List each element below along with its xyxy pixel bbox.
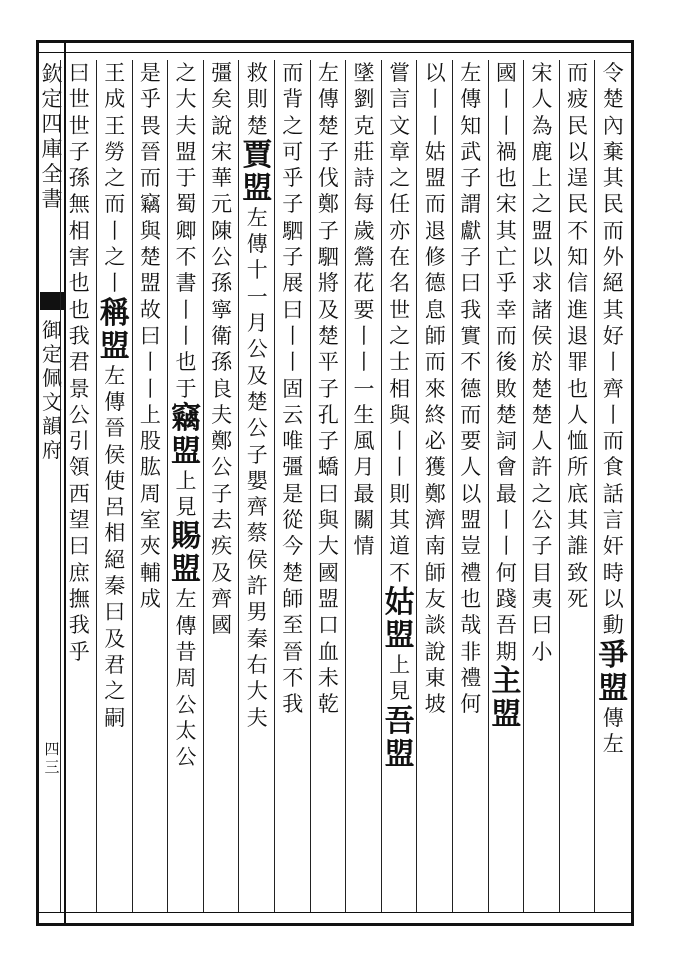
text-column [594,60,630,912]
column-text: 王成王勞之而丨之丨 [104,61,126,296]
text-column [523,60,559,912]
text-column [60,60,96,912]
text-column [167,60,203,912]
column-text: 以丨丨姑盟而退修德息師而來終必獲鄭濟南師友談說東坡 [424,61,446,717]
text-column [132,60,168,912]
text-column [238,60,274,912]
column-text: 左傳楚子伐鄭子駟將及楚平子孔子蟜曰與大國盟口血未乾 [317,61,339,717]
column-text: 上見 [175,468,197,520]
column-text: 宋人為鹿上之盟以求諸侯於楚楚人許之公子目夷曰小 [531,61,553,664]
column-text: 左傳昔周公太公 [175,587,197,770]
column-text: 上 [139,402,161,427]
text-column [310,60,346,912]
column-text: 救則楚 [246,61,268,138]
column-text: 左傳十一月公及楚公子嬰齊蔡侯許男秦右大夫 [246,205,268,730]
column-text: 而疲民以逞民不知信進退罪也人恤所底其誰致死 [567,61,589,611]
column-text: 彊矣 [211,61,233,112]
page-number: 四三 [44,740,60,776]
column-text: 之大夫盟于蜀卿不書丨丨也于 [175,61,197,401]
column-text: 墜劉克莊詩每歲鶯花要丨丨一生風月最關情 [353,61,375,559]
entry-heading: 賜盟 [170,519,201,588]
entry-heading: 竊盟 [170,400,201,469]
text-column [559,60,595,912]
entry-heading: 姑盟 [384,584,415,653]
column-text: 令楚內棄其民而外絕其好丨齊丨而食話言奸時以動 [602,61,624,638]
column-text: 也我君景公引領西望曰庶撫我乎 [68,297,90,664]
column-text: 左傳知武子謂獻子曰我實不德而要人以盟豈禮也哉非禮何 [460,61,482,717]
column-text: 左傳晉侯使呂相絕秦曰及君之嗣 [104,363,126,730]
column-text: 上見 [389,652,411,704]
column-text: 股肱周室夾輔成 [139,429,161,611]
entry-heading: 主盟 [491,663,522,732]
column-text: 而背之可乎子駟子展曰丨丨固云唯彊是從今楚師至晉不我 [282,61,304,717]
column-text: 傳左 [602,705,624,756]
column-text: 嘗言文章之任亦在名世之士相與丨丨則其道不 [389,61,411,585]
text-column [96,60,132,912]
entry-heading: 稱盟 [99,295,130,364]
column-text: 國丨丨禍也宋其亡乎幸而後敗楚詞會最丨丨何踐吾期 [495,61,517,664]
text-column [488,60,524,912]
column-text: 曰世世子孫無相害也 [68,61,90,296]
column-text: 是乎畏晉而竊與楚盟故曰丨丨 [139,61,161,401]
text-column [381,60,417,912]
entry-heading: 吾盟 [384,703,415,772]
top-rule [36,52,634,53]
book-title: 御定佩文韻府 [42,318,62,462]
entry-heading: 爭盟 [598,637,629,706]
text-column [345,60,381,912]
column-text: 說宋華元陳公孫寧衛孫良夫鄭公子去疾及齊國 [211,113,233,638]
text-column [452,60,488,912]
text-column [203,60,239,912]
text-column [416,60,452,912]
text-column [274,60,310,912]
entry-heading: 賈盟 [242,137,273,206]
bottom-rule [36,912,634,913]
edition-label: 欽定四庫全書 [41,62,63,211]
